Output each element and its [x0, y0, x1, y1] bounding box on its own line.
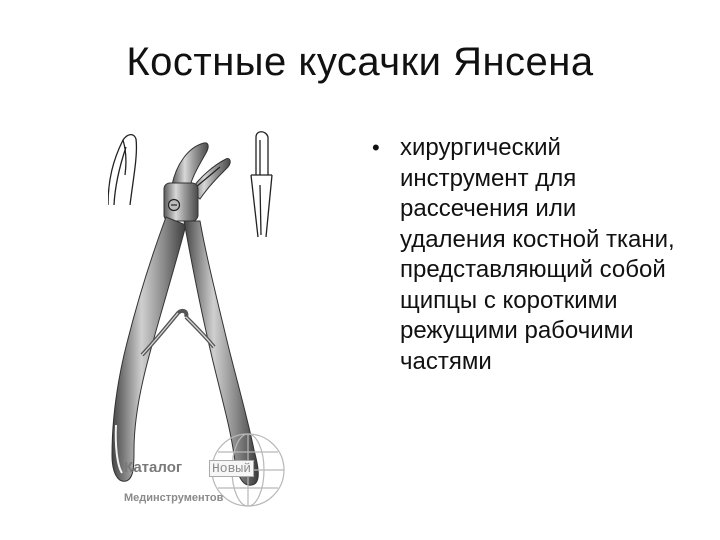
- definition-bullet-list: [368, 133, 708, 377]
- jaw-top-view-drawing: [251, 132, 272, 237]
- bullet-icon: •: [372, 135, 380, 160]
- bone-rongeur-forceps-image: [108, 125, 308, 510]
- watermark-subtitle: Мединструментов: [124, 492, 224, 504]
- watermark-brand-suffix: Новый: [209, 460, 254, 477]
- bullet-text: хирургический инструмент для рассечения или удаления костной ткани, представляющий собой щипцы с короткими режущими рабочими частями: [400, 134, 675, 375]
- slide-title: Костные кусачки Янсена: [126, 40, 594, 84]
- rongeur-illustration: [108, 125, 308, 510]
- bullet-item: [368, 133, 708, 377]
- jaw-side-view-drawing: [108, 135, 136, 205]
- watermark-brand: Каталог: [124, 459, 183, 476]
